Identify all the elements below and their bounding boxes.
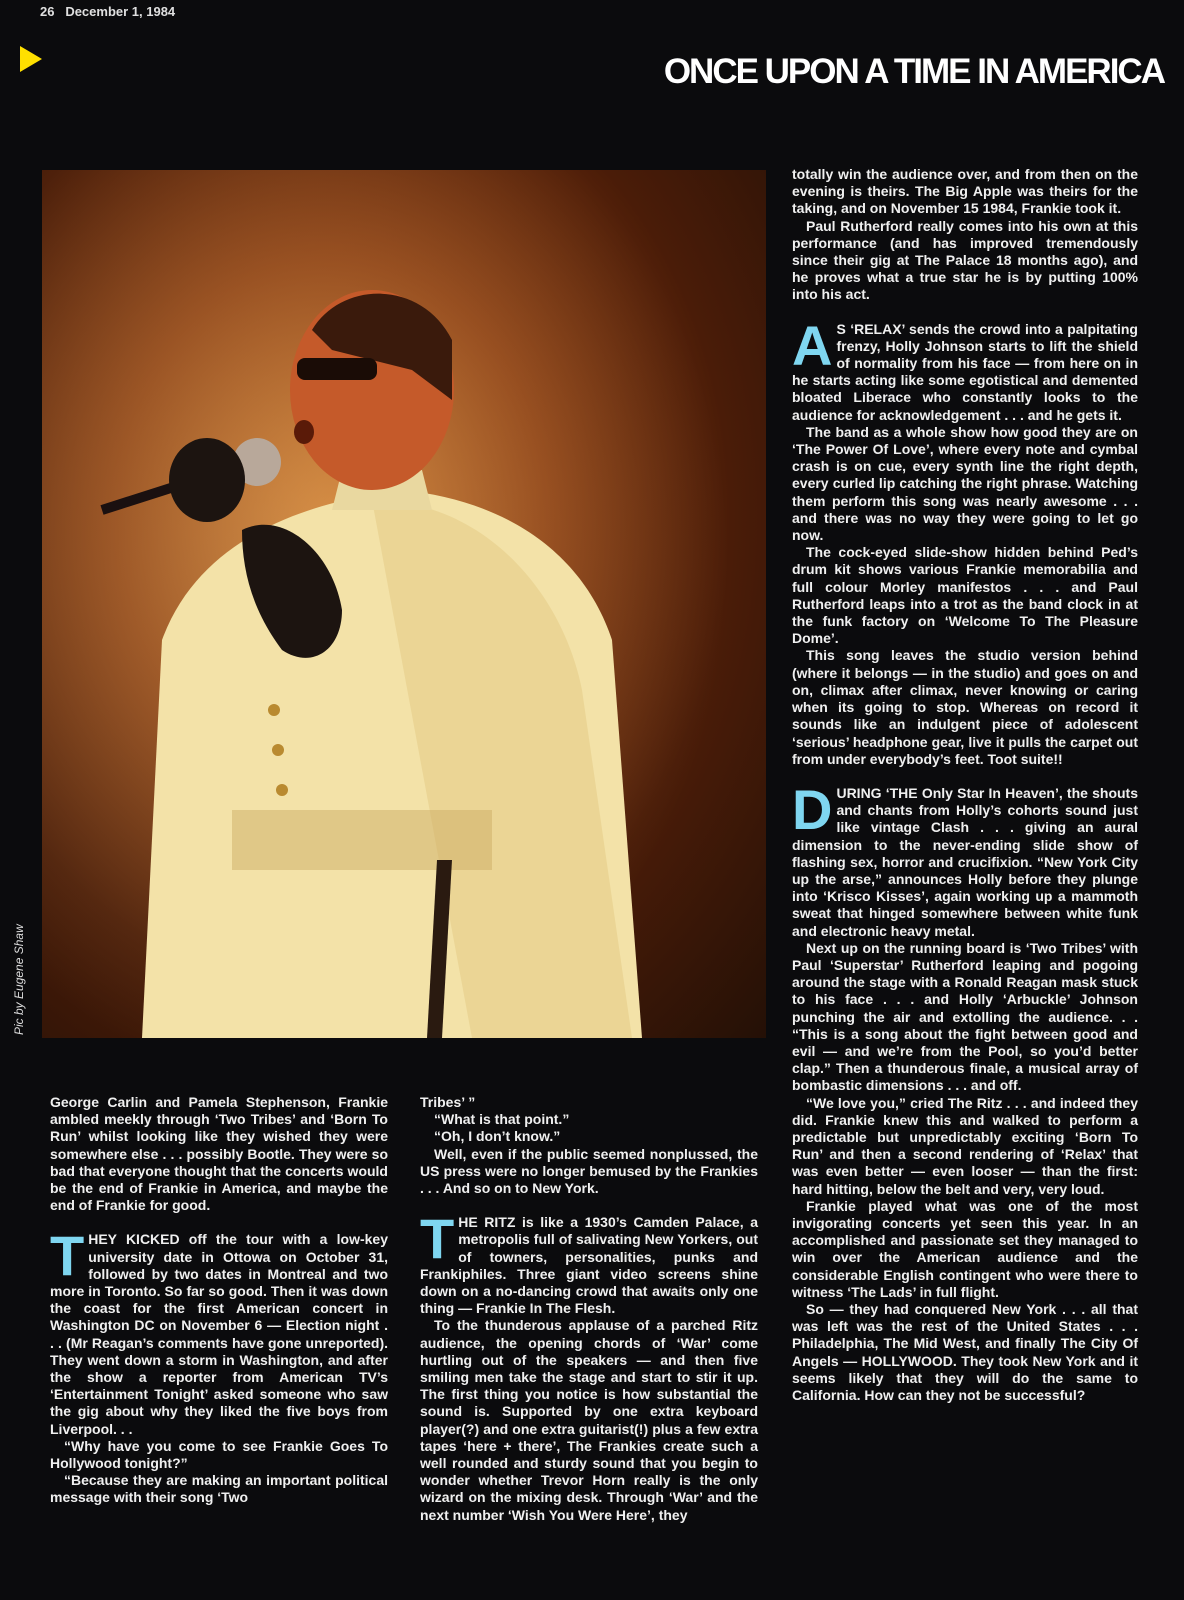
paragraph: The cock-eyed slide-show hidden behind Ped’s drum kit shows various Frankie memorabilia and full colour Morley manifestos . . . and Paul Rutherford leaps into a trot as the band clock in at the funk factory on ‘Welcome To The Pleasure Dome’.	[792, 544, 1138, 647]
drop-cap: T	[50, 1224, 85, 1288]
page-header	[40, 4, 175, 19]
paragraph: “Because they are making an important political message with their song ‘Two	[50, 1472, 388, 1506]
column-2	[420, 1094, 758, 1524]
column-3	[792, 166, 1138, 1404]
paragraph: The band as a whole show how good they are on ‘The Power Of Love’, where every note and cymbal crash is on cue, every synth line the right depth, every curled lip catching the right phrase. Watching them perform this song was nearly awesome . . . and there was no way they were going to let go now.	[792, 423, 1138, 544]
paragraph: Frankie played what was one of the most invigorating concerts yet seen this year. In an accomplished and passionate set they managed to win over the American audience and the considerable English contingent who were there to witness ‘The Lads’ in full flight.	[792, 1197, 1138, 1300]
concert-photo	[42, 170, 766, 1038]
paragraph: Paul Rutherford really comes into his own at this performance (and has improved tremendously since their gig at The Palace 18 months ago), and he proves what a true star he is by putting 100% into his act.	[792, 217, 1138, 303]
paragraph: totally win the audience over, and from then on the evening is theirs. The Big Apple was theirs for the taking, and on November 15 1984, Frankie took it.	[792, 166, 1138, 217]
column-1	[50, 1094, 388, 1507]
yellow-arrow-icon	[20, 46, 42, 72]
paragraph: A S ‘RELAX’ sends the crowd into a palpitating frenzy, Holly Johnson starts to lift the shield of normality from his face — from here on in he starts acting like some egotistical and demented bloated Liberace who constantly looks to the audience for acknowledgement . . . and he gets it.	[792, 313, 1138, 423]
paragraph: To the thunderous applause of a parched Ritz audience, the opening chords of ‘War’ come hurtling out of the speakers — and then five smiling men take the stage and start to stir it up. The first thing you notice is how substantial the sound is. Supported by one extra keyboard player(?) and one extra guitarist(!) plus a few extra tapes ‘here + there’, The Frankies create such a well rounded and sturdy sound that you begin to wonder whether Trevor Horn really is the only wizard on the mixing desk. Through ‘War’ and the next number ‘Wish You Were Here’, they	[420, 1317, 758, 1523]
drop-cap: A	[792, 313, 833, 377]
paragraph: “Oh, I don’t know.”	[434, 1128, 561, 1145]
paragraph: “Why have you come to see Frankie Goes To Hollywood tonight?”	[50, 1437, 388, 1472]
photo-credit: Pic by Eugene Shaw	[12, 924, 26, 1035]
paragraph: “What is that point.”	[434, 1111, 570, 1128]
paragraph: DURING ‘THE Only Star In Heaven’, the shouts and chants from Holly’s cohorts sound just like vintage Clash . . . giving an aural dimension to the never-ending slide show of flashing sex, horror and crucifixion. “New York City up the arse,” announces Holly before they plunge into ‘Krisco Kisses’, again working up a mammoth sweat that hinged somewhere between white funk and electronic heavy metal.	[792, 777, 1138, 939]
paragraph: George Carlin and Pamela Stephenson, Frankie ambled meekly through ‘Two Tribes’ and ‘Born To Run’ whilst looking like they wished they were somewhere else . . . possibly Bootle. They were so bad that everyone thought that the concerts would be the end of Frankie in America, and maybe the end of Frankie for good.	[50, 1094, 388, 1214]
drop-cap: D	[792, 777, 833, 841]
drop-cap: T	[420, 1207, 455, 1271]
article-title: ONCE UPON A TIME IN AMERICA	[663, 52, 1164, 91]
paragraph: Tribes’ ”	[420, 1094, 476, 1110]
paragraph: Next up on the running board is ‘Two Tribes’ with Paul ‘Superstar’ Rutherford leaping and pogoing around the stage with a Ronald Reagan mask stuck to his face . . . and Holly ‘Arbuckle’ Johnson punching the air and extolling the audience. . . “This is a song about the fight between good and evil — and we’re from the Pool, so you’d better clap.” Then a thunderous finale, a musical array of bombastic dimensions . . . and off.	[792, 939, 1138, 1094]
paragraph: THE RITZ is like a 1930’s Camden Palace, a metropolis full of salivating New Yorkers, out of towners, personalities, punks and Frankiphiles. Three giant video screens shine down on a no-dancing crowd that awaits only one thing — Frankie In The Flesh.	[420, 1207, 758, 1317]
paragraph: So — they had conquered New York . . . all that was left was the rest of the United States . . . Philadelphia, The Mid West, and finally The City Of Angels — HOLLYWOOD. They took New York and it seems likely that they will do the same to California. How can they not be successful?	[792, 1301, 1138, 1404]
paragraph: THEY KICKED off the tour with a low-key university date in Ottowa on October 31, followed by two dates in Montreal and two more in Toronto. So far so good. Then it was down the coast for the first American concert in Washington DC on November 6 — Election night . . . (Mr Reagan’s comments have gone unreported). They went down a storm in Washington, and after the show a reporter from American TV’s ‘Entertainment Tonight’ asked someone who saw the gig about why they liked the five boys from Liverpool. . .	[50, 1224, 388, 1437]
paragraph: This song leaves the studio version behind (where it belongs — in the studio) and goes on and on, climax after climax, never knowing or caring when its going to stop. Whereas on record it sounds like an indulgent piece of adolescent ‘serious’ headphone gear, live it pulls the carpet out from under everybody’s feet. Toot suite!!	[792, 647, 1138, 767]
page-number: 26	[40, 4, 55, 19]
singer-illustration	[42, 170, 766, 1038]
paragraph: Well, even if the public seemed nonplussed, the US press were no longer bemused by the Frankies . . . And so on to New York.	[420, 1145, 758, 1197]
paragraph: “We love you,” cried The Ritz . . . and indeed they did. Frankie knew this and walked to perform a predictable but unpredictably exciting ‘Born To Run’ and then a second rendering of ‘Relax’ that was even better — even looser — than the first: hard hitting, below the belt and very, very loud.	[792, 1094, 1138, 1197]
issue-date: December 1, 1984	[65, 4, 176, 19]
